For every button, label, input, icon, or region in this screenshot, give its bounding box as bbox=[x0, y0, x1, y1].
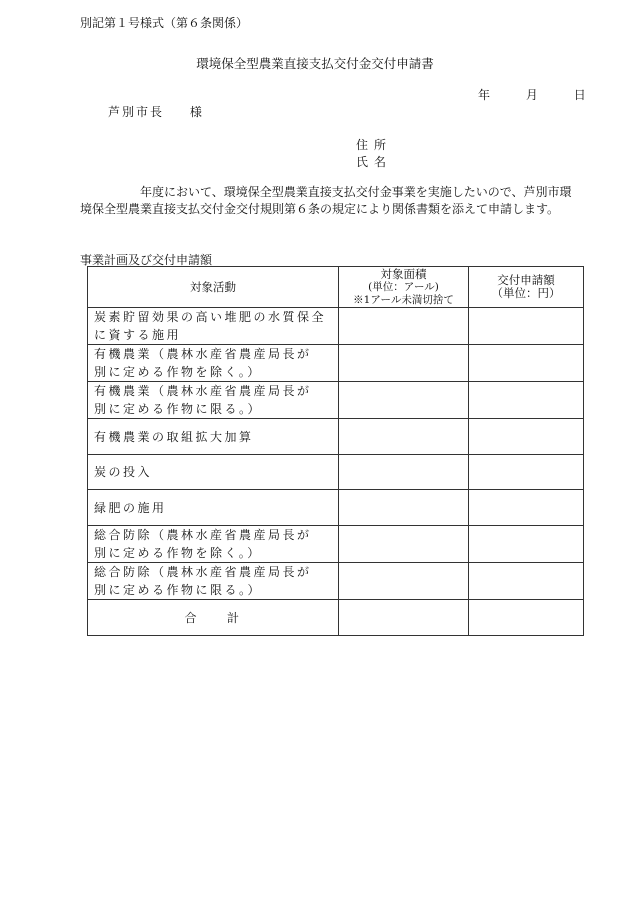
header-area-note: ※1アール未満切捨て bbox=[353, 293, 454, 306]
date-month-label: 月 bbox=[525, 88, 538, 102]
header-area bbox=[339, 267, 469, 308]
applicant-address-label: 住 所 bbox=[356, 138, 387, 152]
addressee-name: 芦別市長 bbox=[108, 105, 165, 119]
amount-input-cell[interactable] bbox=[469, 526, 584, 563]
area-input-cell[interactable] bbox=[339, 455, 469, 490]
activity-cell: 炭素貯留効果の高い堆肥の水質保全 に資する施用 bbox=[88, 308, 339, 345]
amount-input-cell[interactable] bbox=[469, 345, 584, 382]
table-row bbox=[88, 526, 584, 563]
table-row bbox=[88, 490, 584, 526]
date-line bbox=[478, 86, 586, 103]
activity-cell: 有機農業の取組拡大加算 bbox=[88, 419, 339, 455]
date-day-label: 日 bbox=[573, 88, 586, 102]
amount-input-cell[interactable] bbox=[469, 308, 584, 345]
table-row bbox=[88, 382, 584, 419]
area-input-cell[interactable] bbox=[339, 382, 469, 419]
area-input-cell[interactable] bbox=[339, 308, 469, 345]
header-area-unit: (単位：アール) bbox=[368, 280, 439, 293]
amount-input-cell[interactable] bbox=[469, 490, 584, 526]
table-row bbox=[88, 563, 584, 600]
amount-input-cell[interactable] bbox=[469, 455, 584, 490]
table-header-row bbox=[88, 267, 584, 308]
total-label: 合 計 bbox=[88, 600, 339, 636]
plan-table bbox=[87, 266, 584, 636]
header-area-title: 対象面積 bbox=[380, 266, 427, 281]
amount-input-cell[interactable] bbox=[469, 419, 584, 455]
area-input-cell[interactable] bbox=[339, 563, 469, 600]
header-amount bbox=[469, 267, 584, 308]
table-total-row bbox=[88, 600, 584, 636]
table-row bbox=[88, 308, 584, 345]
form-number: 別記第１号様式（第６条関係） bbox=[80, 16, 249, 30]
activity-cell: 総合防除（農林水産省農産局長が 別に定める作物に限る。） bbox=[88, 563, 339, 600]
addressee bbox=[108, 103, 204, 120]
area-input-cell[interactable] bbox=[339, 345, 469, 382]
applicant-name-label: 氏 名 bbox=[356, 155, 387, 169]
header-amount-title: 交付申請額 bbox=[497, 273, 555, 287]
header-activity: 対象活動 bbox=[88, 267, 339, 308]
activity-cell: 有機農業（農林水産省農産局長が 別に定める作物を除く。） bbox=[88, 345, 339, 382]
document-title: 環境保全型農業直接支払交付金交付申請書 bbox=[196, 56, 434, 71]
total-area-cell[interactable] bbox=[339, 600, 469, 636]
table-row bbox=[88, 455, 584, 490]
area-input-cell[interactable] bbox=[339, 490, 469, 526]
activity-cell: 緑肥の施用 bbox=[88, 490, 339, 526]
activity-cell: 総合防除（農林水産省農産局長が 別に定める作物を除く。） bbox=[88, 526, 339, 563]
table-row bbox=[88, 419, 584, 455]
date-year-label: 年 bbox=[478, 88, 491, 102]
amount-input-cell[interactable] bbox=[469, 382, 584, 419]
section-label: 事業計画及び交付申請額 bbox=[80, 253, 213, 267]
addressee-honorific: 様 bbox=[189, 105, 204, 119]
table-row bbox=[88, 345, 584, 382]
area-input-cell[interactable] bbox=[339, 419, 469, 455]
amount-input-cell[interactable] bbox=[469, 563, 584, 600]
activity-cell: 炭の投入 bbox=[88, 455, 339, 490]
activity-cell: 有機農業（農林水産省農産局長が 別に定める作物に限る。） bbox=[88, 382, 339, 419]
total-amount-cell[interactable] bbox=[469, 600, 584, 636]
header-amount-unit: （単位：円） bbox=[491, 286, 561, 300]
application-body-text: 年度において、環境保全型農業直接支払交付金事業を実施したいので、芦別市環境保全型農業直接支払交付金交付規則第６条の規定により関係書類を添えて申請します。 bbox=[80, 185, 572, 216]
area-input-cell[interactable] bbox=[339, 526, 469, 563]
